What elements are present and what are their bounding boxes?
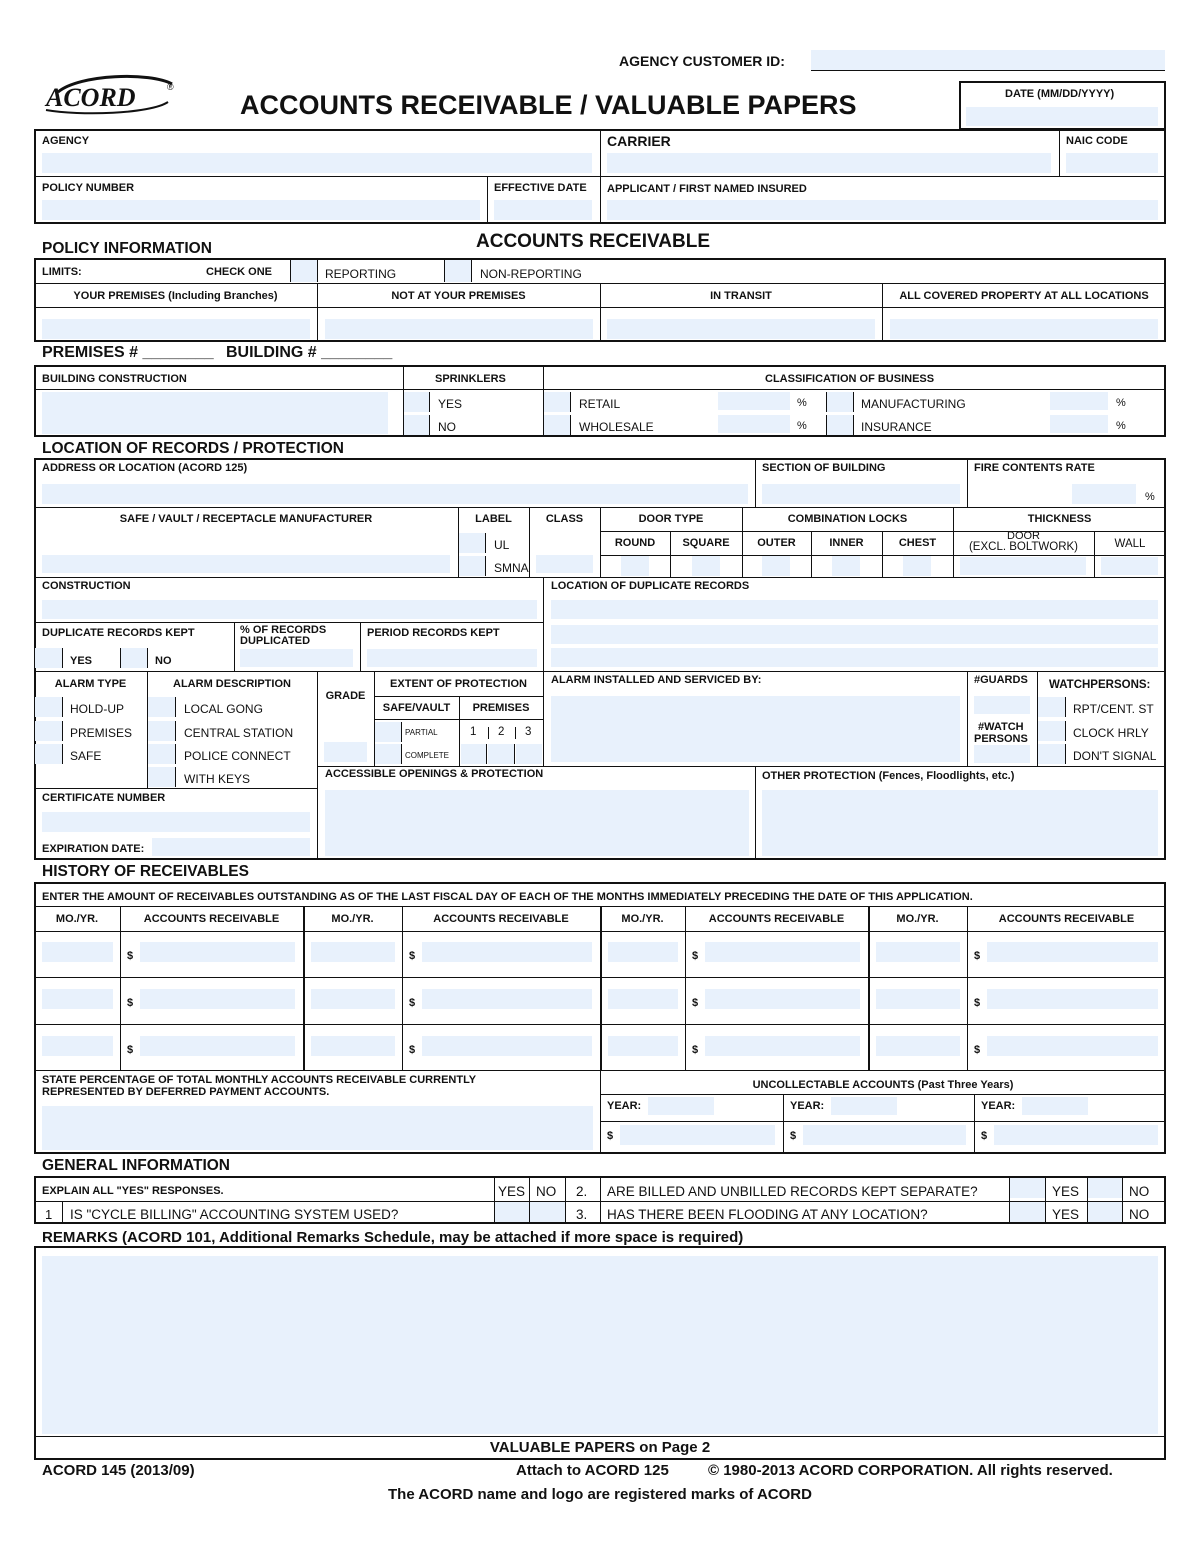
premises-1-label: 1 — [470, 726, 477, 738]
duplicate-location-field-2[interactable] — [551, 625, 1158, 644]
remarks-heading: REMARKS (ACORD 101, Additional Remarks Schedule, may be attached if more space is required) — [42, 1229, 744, 1246]
manufacturing-pct-field[interactable] — [1050, 392, 1108, 410]
q1-number: 1 — [45, 1207, 53, 1222]
state-pct-label-2: REPRESENTED BY DEFERRED PAYMENT ACCOUNTS. — [42, 1086, 330, 1098]
dollar-sign: $ — [127, 950, 134, 962]
pct-records-label-2: DUPLICATED — [240, 635, 311, 647]
excl-boltwork-label: (EXCL. BOLTWORK) — [968, 541, 1079, 553]
mo-yr-field[interactable] — [42, 1036, 113, 1056]
accounts-receivable-field[interactable] — [705, 989, 860, 1009]
dollar-sign: $ — [790, 1130, 797, 1142]
mo-yr-header: MO./YR. — [621, 913, 664, 925]
history-divider — [967, 906, 968, 1070]
attach-note: Attach to ACORD 125 — [516, 1462, 669, 1479]
thickness-label: THICKNESS — [1027, 513, 1092, 525]
carrier-field[interactable] — [607, 153, 1051, 173]
copyright: © 1980-2013 ACORD CORPORATION. All rights reserved. — [708, 1462, 1113, 1479]
fire-rate-pct-sign: % — [1145, 491, 1155, 503]
form-title: ACCOUNTS RECEIVABLE / VALUABLE PAPERS — [240, 90, 857, 120]
duplicate-yes-label: YES — [70, 655, 93, 667]
guards-field[interactable] — [974, 696, 1030, 714]
complete-checkbox[interactable] — [375, 744, 402, 764]
general-yes-header: YES — [498, 1184, 526, 1199]
dollar-sign: $ — [692, 950, 699, 962]
uncollectable-amount-field[interactable] — [803, 1125, 966, 1145]
q3-yes-label: YES — [1052, 1207, 1080, 1222]
accounts-receivable-header: ACCOUNTS RECEIVABLE — [433, 913, 569, 925]
policy-information-heading: POLICY INFORMATION — [42, 240, 212, 257]
ul-checkbox[interactable] — [459, 533, 486, 553]
agency-field[interactable] — [42, 153, 592, 173]
year-field[interactable] — [648, 1097, 714, 1115]
duplicate-location-field-3[interactable] — [551, 648, 1158, 667]
mo-yr-field[interactable] — [42, 989, 113, 1009]
general-no-header: NO — [536, 1184, 557, 1199]
alarm-type-label: PREMISES — [70, 726, 133, 740]
alarm-desc-checkbox[interactable] — [148, 721, 176, 741]
construction-label: CONSTRUCTION — [42, 580, 131, 592]
policy-number-field[interactable] — [42, 200, 480, 220]
policy-number-label: POLICY NUMBER — [42, 182, 135, 194]
check-one-label: CHECK ONE — [206, 266, 273, 278]
mo-yr-field[interactable] — [876, 1036, 960, 1056]
valuable-papers-note: VALUABLE PAPERS on Page 2 — [489, 1439, 711, 1456]
guards-label: #GUARDS — [974, 674, 1028, 686]
alarm-type-label: SAFE — [70, 749, 102, 763]
inner-label: INNER — [829, 537, 864, 549]
address-label: ADDRESS OR LOCATION (ACORD 125) — [42, 462, 248, 474]
ul-label: UL — [494, 538, 510, 552]
state-pct-field[interactable] — [42, 1106, 593, 1150]
alarm-desc-label: CENTRAL STATION — [184, 726, 294, 740]
premises-3-checkbox[interactable] — [516, 744, 542, 764]
certificate-number-field[interactable] — [42, 812, 310, 832]
construction-field[interactable] — [42, 600, 537, 619]
clock-hrly-checkbox[interactable] — [1038, 721, 1066, 741]
dollar-sign: $ — [409, 1044, 416, 1056]
sprinklers-yes-label: YES — [438, 397, 463, 411]
accounts-receivable-header: ACCOUNTS RECEIVABLE — [143, 913, 280, 925]
mo-yr-field[interactable] — [311, 1036, 395, 1056]
duplicate-no-checkbox[interactable] — [120, 648, 148, 668]
partial-label: PARTIAL — [405, 728, 438, 737]
grade-label: GRADE — [325, 690, 366, 702]
sprinklers-no-label: NO — [438, 420, 456, 434]
reporting-checkbox[interactable] — [290, 260, 318, 282]
square-label: SQUARE — [682, 537, 730, 549]
accounts-receivable-field[interactable] — [140, 942, 295, 962]
alarm-desc-label: LOCAL GONG — [184, 702, 263, 716]
alarm-desc-label: POLICE CONNECT — [184, 749, 291, 763]
in-transit-label: IN TRANSIT — [710, 290, 772, 302]
naic-code-field[interactable] — [1066, 153, 1158, 173]
insurance-pct-sign: % — [1116, 420, 1126, 432]
dollar-sign: $ — [974, 1044, 981, 1056]
period-kept-label: PERIOD RECORDS KEPT — [367, 627, 500, 639]
history-divider — [868, 906, 870, 1070]
accessible-openings-label: ACCESSIBLE OPENINGS & PROTECTION — [325, 768, 544, 780]
history-divider — [402, 906, 403, 1070]
outer-label: OUTER — [757, 537, 796, 549]
explain-yes-label: EXPLAIN ALL "YES" RESPONSES. — [42, 1185, 224, 1197]
dollar-sign: $ — [974, 950, 981, 962]
wholesale-checkbox[interactable] — [544, 415, 571, 435]
q2-no-label: NO — [1129, 1184, 1150, 1199]
q3-no-checkbox[interactable] — [1088, 1202, 1122, 1222]
dollar-sign: $ — [981, 1130, 988, 1142]
chest-checkbox[interactable] — [903, 556, 931, 576]
building-construction-label: BUILDING CONSTRUCTION — [42, 373, 187, 385]
sprinklers-yes-checkbox[interactable] — [404, 392, 430, 412]
classification-label: CLASSIFICATION OF BUSINESS — [765, 373, 935, 385]
uncollectable-amount-field[interactable] — [620, 1125, 775, 1145]
applicant-field[interactable] — [607, 200, 1158, 220]
your-premises-field[interactable] — [42, 319, 310, 339]
premises-2-label: 2 — [498, 726, 505, 738]
accounts-receivable-header: ACCOUNTS RECEIVABLE — [708, 913, 845, 925]
accounts-receivable-field[interactable] — [705, 942, 860, 962]
dollar-sign: $ — [127, 1044, 134, 1056]
q1-no-field[interactable] — [530, 1202, 565, 1222]
wall-label: WALL — [1114, 538, 1146, 550]
all-covered-label: ALL COVERED PROPERTY AT ALL LOCATIONS — [899, 290, 1149, 302]
limits-label: LIMITS: — [42, 266, 82, 278]
clock-hrly-label: CLOCK HRLY — [1073, 726, 1149, 740]
duplicate-location-field-1[interactable] — [551, 600, 1158, 619]
mo-yr-field[interactable] — [42, 942, 113, 962]
agency-customer-id-label: AGENCY CUSTOMER ID: — [619, 53, 785, 69]
state-pct-label-1: STATE PERCENTAGE OF TOTAL MONTHLY ACCOUNTS RECEIVABLE CURRENTLY — [42, 1074, 477, 1086]
dollar-sign: $ — [409, 997, 416, 1009]
year-field[interactable] — [1022, 1097, 1088, 1115]
pct-records-field[interactable] — [240, 649, 353, 667]
wholesale-pct-sign: % — [797, 420, 807, 432]
alarm-type-label: ALARM TYPE — [54, 678, 127, 690]
dollar-sign: $ — [974, 997, 981, 1009]
accounts-receivable-field[interactable] — [140, 989, 295, 1009]
wholesale-label: WHOLESALE — [579, 420, 654, 434]
duplicate-yes-checkbox[interactable] — [35, 648, 63, 668]
door-label: DOOR — [1007, 530, 1040, 542]
acord-logo — [40, 70, 180, 118]
class-label: CLASS — [545, 513, 584, 525]
mo-yr-field[interactable] — [311, 942, 395, 962]
fire-contents-rate-label: FIRE CONTENTS RATE — [974, 462, 1095, 474]
mo-yr-header: MO./YR. — [331, 913, 374, 925]
grade-field[interactable] — [324, 742, 367, 762]
q2-no-checkbox[interactable] — [1088, 1178, 1122, 1198]
accounts-receivable-field[interactable] — [987, 942, 1158, 962]
non-reporting-checkbox[interactable] — [444, 260, 472, 282]
class-field[interactable] — [536, 555, 593, 573]
reporting-label: REPORTING — [325, 267, 397, 281]
accounts-receivable-field[interactable] — [987, 1036, 1158, 1056]
mo-yr-field[interactable] — [311, 989, 395, 1009]
mo-yr-field[interactable] — [608, 989, 678, 1009]
mo-yr-header: MO./YR. — [896, 913, 939, 925]
alarm-desc-checkbox[interactable] — [148, 744, 176, 764]
dont-signal-label: DON'T SIGNAL — [1073, 749, 1157, 763]
complete-label: COMPLETE — [405, 751, 450, 760]
mo-yr-field[interactable] — [876, 942, 960, 962]
history-divider — [120, 906, 121, 1070]
q3-text: HAS THERE BEEN FLOODING AT ANY LOCATION? — [607, 1207, 928, 1222]
accounts-receivable-field[interactable] — [705, 1036, 860, 1056]
dollar-sign: $ — [127, 997, 134, 1009]
accounts-receivable-title: ACCOUNTS RECEIVABLE — [476, 231, 710, 252]
remarks-field[interactable] — [42, 1256, 1158, 1434]
insurance-label: INSURANCE — [861, 420, 932, 434]
carrier-label: CARRIER — [607, 133, 671, 149]
duplicate-no-label: NO — [155, 655, 172, 667]
q2-text: ARE BILLED AND UNBILLED RECORDS KEPT SEPARATE? — [607, 1184, 978, 1199]
applicant-label: APPLICANT / FIRST NAMED INSURED — [607, 183, 807, 195]
watch-persons-label-1: #WATCH — [978, 721, 1024, 733]
extent-label: EXTENT OF PROTECTION — [390, 678, 527, 690]
dollar-sign: $ — [607, 1130, 614, 1142]
non-reporting-label: NON-REPORTING — [480, 267, 582, 281]
sprinklers-no-checkbox[interactable] — [404, 415, 430, 435]
address-field[interactable] — [42, 484, 748, 504]
smna-label: SMNA — [494, 561, 529, 575]
watchpersons-label: WATCHPERSONS: — [1049, 679, 1151, 691]
building-number-label: BUILDING # ________ — [226, 344, 393, 361]
history-divider — [685, 906, 686, 1070]
not-at-premises-label: NOT AT YOUR PREMISES — [391, 290, 526, 302]
year-label: YEAR: — [981, 1100, 1016, 1112]
mo-yr-field[interactable] — [608, 1036, 678, 1056]
year-label: YEAR: — [790, 1100, 825, 1112]
safe-mfr-label: SAFE / VAULT / RECEPTACLE MANUFACTURER — [119, 513, 373, 525]
square-checkbox[interactable] — [692, 556, 720, 576]
accounts-receivable-field[interactable] — [422, 1036, 592, 1056]
history-heading: HISTORY OF RECEIVABLES — [42, 863, 249, 880]
form-id: ACORD 145 (2013/09) — [42, 1462, 195, 1479]
effective-date-label: EFFECTIVE DATE — [494, 182, 587, 194]
mo-yr-field[interactable] — [608, 942, 678, 962]
inner-checkbox[interactable] — [832, 556, 860, 576]
accounts-receivable-header: ACCOUNTS RECEIVABLE — [998, 913, 1135, 925]
duplicate-kept-label: DUPLICATE RECORDS KEPT — [42, 627, 195, 639]
accounts-receivable-field[interactable] — [987, 989, 1158, 1009]
manufacturing-pct-sign: % — [1116, 397, 1126, 409]
acord-logo-text: ACORD — [46, 83, 136, 112]
retail-label: RETAIL — [579, 397, 621, 411]
dollar-sign: $ — [692, 997, 699, 1009]
mo-yr-header: MO./YR. — [55, 913, 99, 925]
alarm-type-checkbox[interactable] — [35, 744, 63, 764]
other-protection-field[interactable] — [762, 790, 1158, 856]
q2-yes-checkbox[interactable] — [1010, 1178, 1045, 1198]
q3-yes-checkbox[interactable] — [1010, 1202, 1045, 1222]
section-of-building-label: SECTION OF BUILDING — [762, 462, 886, 474]
retail-checkbox[interactable] — [544, 392, 571, 412]
partial-checkbox[interactable] — [375, 722, 402, 742]
history-instruction: ENTER THE AMOUNT OF RECEIVABLES OUTSTANDING AS OF THE LAST FISCAL DAY OF EACH OF THE MONTHS IMMEDIATELY PRECEDING THE DATE OF THIS APPLICATION. — [42, 891, 973, 903]
certificate-number-label: CERTIFICATE NUMBER — [42, 792, 166, 804]
alarm-installed-label: ALARM INSTALLED AND SERVICED BY: — [551, 674, 762, 686]
alarm-desc-checkbox[interactable] — [148, 767, 176, 787]
naic-code-label: NAIC CODE — [1066, 135, 1128, 147]
year-label: YEAR: — [607, 1100, 642, 1112]
watch-persons-label-2: PERSONS — [974, 733, 1028, 745]
mo-yr-field[interactable] — [876, 989, 960, 1009]
expiration-date-field[interactable] — [152, 838, 310, 856]
accounts-receivable-field[interactable] — [422, 989, 592, 1009]
expiration-date-label: EXPIRATION DATE: — [42, 843, 145, 855]
accessible-openings-field[interactable] — [325, 790, 749, 856]
history-row-divider — [34, 977, 1166, 978]
your-premises-label: YOUR PREMISES (Including Branches) — [73, 290, 278, 302]
chest-label: CHEST — [898, 537, 937, 549]
building-construction-field[interactable] — [42, 392, 388, 434]
q3-number: 3. — [576, 1207, 588, 1222]
safe-mfr-field[interactable] — [42, 555, 450, 573]
q3-no-label: NO — [1129, 1207, 1150, 1222]
insurance-pct-field[interactable] — [1050, 415, 1108, 433]
accounts-receivable-field[interactable] — [422, 942, 592, 962]
trademark-note: The ACORD name and logo are registered marks of ACORD — [388, 1486, 812, 1503]
q2-yes-label: YES — [1052, 1184, 1080, 1199]
manufacturing-label: MANUFACTURING — [861, 397, 966, 411]
rpt-cent-checkbox[interactable] — [1038, 697, 1066, 717]
other-protection-label: OTHER PROTECTION (Fences, Floodlights, etc.) — [762, 770, 1015, 782]
manufacturing-checkbox[interactable] — [826, 392, 854, 412]
alarm-type-checkbox[interactable] — [35, 697, 63, 717]
q2-number: 2. — [576, 1184, 588, 1199]
retail-pct-field[interactable] — [718, 392, 790, 410]
date-field[interactable] — [966, 107, 1158, 126]
door-thickness-field[interactable] — [960, 557, 1086, 575]
year-field[interactable] — [831, 1097, 897, 1115]
not-at-premises-field[interactable] — [325, 319, 593, 339]
q1-yes-field[interactable] — [495, 1202, 529, 1222]
round-label: ROUND — [614, 537, 656, 549]
accounts-receivable-field[interactable] — [140, 1036, 295, 1056]
effective-date-field[interactable] — [494, 200, 592, 220]
period-kept-field[interactable] — [367, 649, 537, 667]
fire-contents-rate-field[interactable] — [1072, 484, 1136, 504]
retail-pct-sign: % — [797, 397, 807, 409]
in-transit-field[interactable] — [607, 319, 875, 339]
premises-2-checkbox[interactable] — [488, 744, 515, 764]
round-checkbox[interactable] — [621, 556, 649, 576]
pct-records-label-1: % OF RECORDS — [240, 624, 327, 636]
combination-locks-label: COMBINATION LOCKS — [787, 513, 908, 525]
safe-vault-label: SAFE/VAULT — [382, 702, 451, 714]
alarm-description-label: ALARM DESCRIPTION — [173, 678, 291, 690]
wall-thickness-field[interactable] — [1101, 557, 1158, 575]
premises-number-label: PREMISES # ________ — [42, 344, 214, 361]
general-heading: GENERAL INFORMATION — [42, 1157, 231, 1174]
outer-checkbox[interactable] — [762, 556, 790, 576]
section-of-building-field[interactable] — [762, 484, 960, 504]
alarm-type-label: HOLD-UP — [70, 702, 125, 716]
premises-3-label: 3 — [525, 726, 532, 738]
dont-signal-checkbox[interactable] — [1038, 744, 1066, 764]
date-label: DATE (MM/DD/YYYY) — [1005, 88, 1115, 100]
uncollectable-amount-field[interactable] — [994, 1125, 1158, 1145]
alarm-installed-field[interactable] — [551, 696, 960, 762]
insurance-checkbox[interactable] — [826, 415, 854, 435]
alarm-desc-checkbox[interactable] — [148, 697, 176, 717]
label-label: LABEL — [475, 513, 512, 525]
all-covered-field[interactable] — [890, 319, 1158, 339]
alarm-type-checkbox[interactable] — [35, 721, 63, 741]
history-divider — [600, 906, 602, 1070]
premises-label: PREMISES — [472, 702, 530, 714]
agency-customer-id-field[interactable] — [811, 50, 1165, 71]
dollar-sign: $ — [409, 950, 416, 962]
svg-text:®: ® — [167, 82, 174, 92]
alarm-desc-label: WITH KEYS — [184, 772, 251, 786]
wholesale-pct-field[interactable] — [718, 415, 790, 433]
watch-persons-field[interactable] — [974, 745, 1030, 763]
history-divider — [303, 906, 305, 1070]
q1-text: IS "CYCLE BILLING" ACCOUNTING SYSTEM USED? — [70, 1207, 399, 1222]
uncollectable-label: UNCOLLECTABLE ACCOUNTS (Past Three Years) — [752, 1079, 1014, 1091]
premises-1-checkbox[interactable] — [461, 744, 487, 764]
dollar-sign: $ — [692, 1044, 699, 1056]
sprinklers-label: SPRINKLERS — [435, 373, 506, 385]
agency-label: AGENCY — [42, 135, 90, 147]
duplicate-location-label: LOCATION OF DUPLICATE RECORDS — [551, 580, 750, 592]
rpt-cent-label: RPT/CENT. ST — [1073, 702, 1154, 716]
history-row-divider — [34, 1024, 1166, 1025]
smna-checkbox[interactable] — [459, 556, 486, 576]
location-heading: LOCATION OF RECORDS / PROTECTION — [42, 440, 344, 457]
door-type-label: DOOR TYPE — [638, 513, 704, 525]
